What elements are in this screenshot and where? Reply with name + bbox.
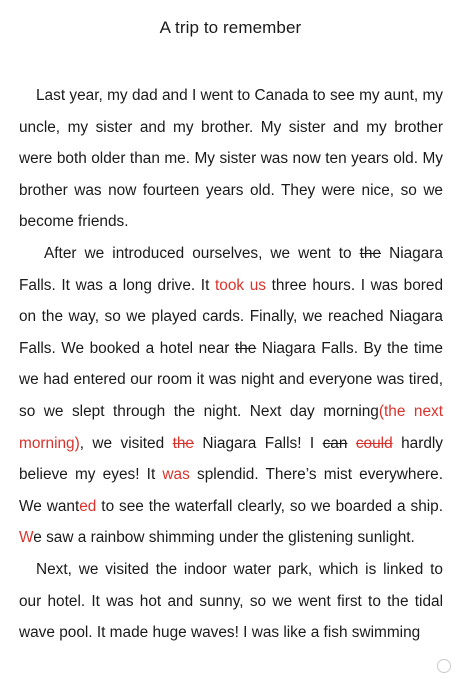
text-run: splendid. There’s mist everywhere. We want	[19, 466, 443, 515]
correction-insertion: was	[162, 466, 190, 484]
text-run: to see the waterfall clearly, so we boarded a ship.	[96, 497, 444, 515]
watermark	[437, 659, 451, 673]
correction-deletion: the	[172, 434, 194, 452]
watermark-logo-icon	[437, 659, 451, 673]
text-run: e saw a rainbow shimming under the glistening sunlight.	[33, 529, 415, 547]
text-run: After we introduced ourselves, we went to	[44, 244, 360, 262]
correction-insertion: ed	[79, 497, 97, 515]
text-run: , we visited	[79, 434, 173, 452]
text-run: Next, we visited the indoor water park, which is linked to our hotel. It was hot and sunny, so we went first to the tidal wave pool. It made huge waves! I was like a fish swimming	[19, 560, 443, 642]
text-run	[347, 435, 355, 452]
correction-insertion: (the next morning)	[19, 402, 443, 452]
paragraph-1	[19, 80, 443, 238]
correction-insertion: W	[19, 529, 34, 547]
text-run: Niagara Falls. It was a long drive. It	[19, 244, 443, 294]
paragraph-2	[19, 238, 443, 554]
text-run: hardly believe my eyes! It	[19, 434, 443, 484]
correction-deletion: the	[359, 244, 382, 262]
correction-insertion: took us	[214, 276, 266, 294]
correction-deletion: the	[234, 339, 257, 357]
text-run: Niagara Falls! I	[193, 434, 323, 452]
correction-deletion: could	[355, 434, 393, 452]
text-run: three hours. I was bored on the way, so we played cards. Finally, we reached Niagara Falls. We booked a hotel near	[19, 276, 444, 357]
correction-deletion: can	[322, 434, 348, 452]
document-title: A trip to remember	[159, 18, 302, 37]
text-run: Last year, my dad and I went to Canada to see my aunt, my uncle, my sister and my brother. My sister and my brother were both older than me. My sister was now ten years old. My brother was now fourteen years old. They were nice, so we become friends.	[19, 87, 443, 231]
text-run: Niagara Falls. By the time we had entered our room it was night and everyone was tired, so we slept through the night. Next day morning	[19, 339, 443, 420]
essay-body	[19, 80, 443, 649]
paragraph-3	[19, 554, 443, 649]
